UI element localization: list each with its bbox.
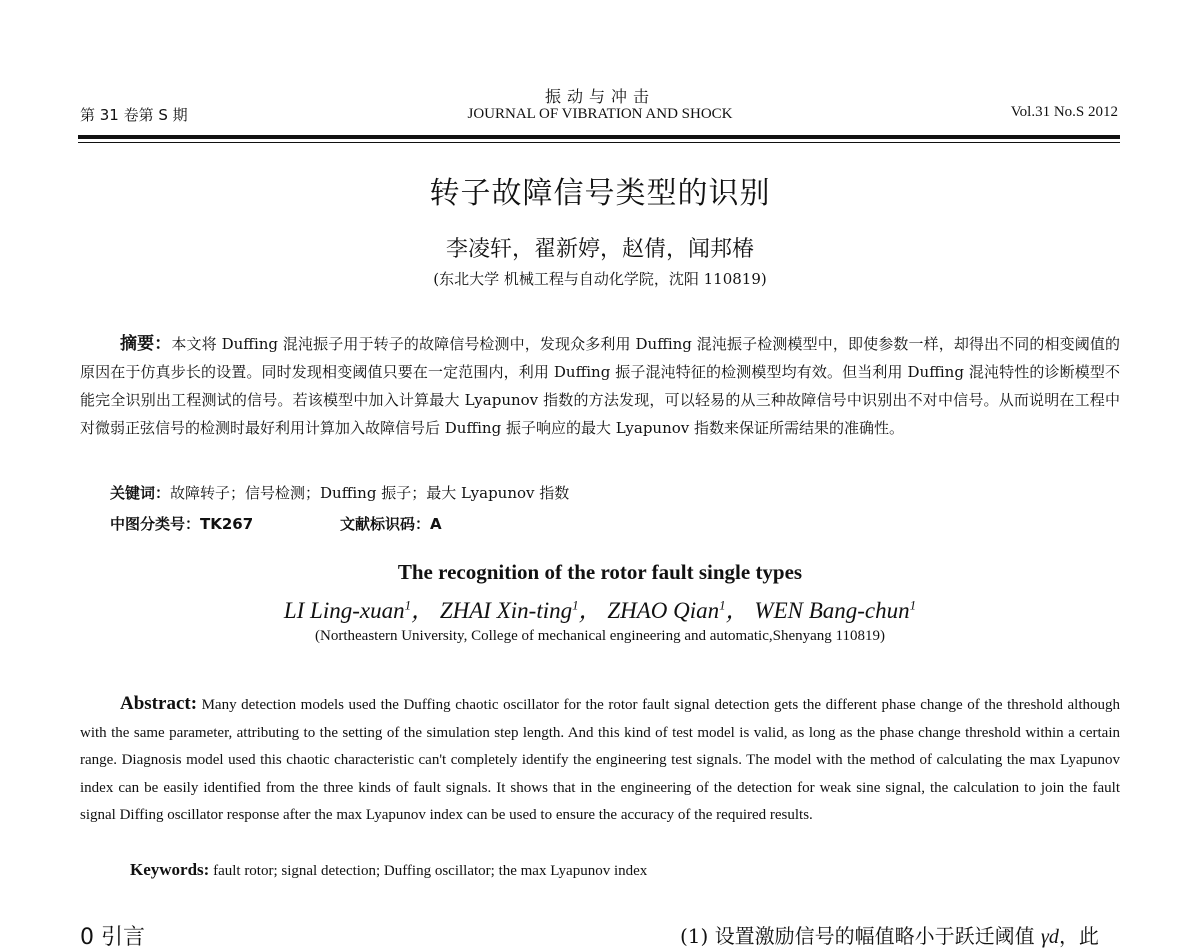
header-rule-thick xyxy=(78,135,1120,139)
author-separator: ， xyxy=(725,598,749,623)
abstract-english-text: Many detection models used the Duffing chaotic oscillator for the rotor fault signal detection gets the different phase change of the threshold although with the same parameter, attributing to the setting of the simulation step length. And this kind of test model is valid, as long as the phase change threshold within a certain range. Diagnosis model used this chaotic characteristic can't completely identify the engineering test signals. The model with the method of calculating the max Lyapunov index can be easily identified from the three kinds of fault signals. It shows that in the engineering of the detection for weak sine signal, the calculation to join the fault signal Diffing oscillator response after the max Lyapunov index can be used to ensure the accuracy of the required results. xyxy=(80,697,1121,823)
keywords-chinese xyxy=(110,482,569,503)
author-affiliation-mark: 1 xyxy=(404,597,412,613)
author-name: ZHAO Qian xyxy=(607,598,720,623)
running-header-issue: Vol.31 No.S 2012 xyxy=(1010,104,1118,120)
author-name: ZHAI Xin-ting xyxy=(439,598,573,623)
column-two-text-suffix: ，此 xyxy=(1058,924,1099,948)
abstract-chinese-text: 本文将 Duffing 混沌振子用于转子的故障信号检测中，发现众多利用 Duffing 混沌振子检测模型中，即使参数一样，却得出不同的相变阈值的原因在于仿真步长的设置。同时发现相变阈值只要在一定范围内，利用 Duffing 振子混沌特征的检测模型均有效。但当利用 Duffing 混沌特性的诊断模型不能完全识别出工程测试的信号。若该模型中加入计算最大 Lyapunov 指数的方法发现，可以轻易的从三种故障信号中识别出不对中信号。从而说明在工程中对微弱正弦信号的检测时最好利用计算加入故障信号后 Duffing 振子响应的最大 Lyapunov 指数来保证所需结果的准确性。 xyxy=(80,335,1120,437)
abstract-english xyxy=(80,690,1120,830)
abstract-chinese-label: 摘要： xyxy=(120,334,172,354)
paper-title-english: The recognition of the rotor fault single types xyxy=(397,560,803,584)
column-two-text-prefix: (1) 设置激励信号的幅值略小于跃迁阈值 xyxy=(680,924,1042,948)
affiliation-english: (Northeastern University, College of mechanical engineering and automatic,Shenyang 110819) xyxy=(315,628,885,644)
author-name: WEN Bang-chun xyxy=(754,598,910,623)
affiliation-chinese: (东北大学 机械工程与自动化学院，沈阳 110819) xyxy=(433,270,767,288)
classification-label: 中图分类号： xyxy=(110,515,201,533)
column-two-first-line xyxy=(680,920,1099,949)
keywords-english xyxy=(130,860,647,880)
keywords-chinese-label: 关键词： xyxy=(110,484,171,502)
running-header-volume: 第 31 卷第 S 期 xyxy=(80,106,188,124)
document-code-value: A xyxy=(430,515,442,533)
threshold-symbol: γd xyxy=(1041,926,1059,948)
section-heading-introduction: 0 引言 xyxy=(80,925,145,950)
keywords-chinese-text: 故障转子；信号检测；Duffing 振子；最大 Lyapunov 指数 xyxy=(170,484,570,502)
author-name: LI Ling-xuan xyxy=(283,598,405,623)
author-separator: ， xyxy=(578,598,602,623)
author-affiliation-mark: 1 xyxy=(572,597,579,613)
journal-name-chinese: 振动与冲击 xyxy=(544,87,655,106)
paper-title-chinese: 转子故障信号类型的识别 xyxy=(429,176,771,211)
classification-number xyxy=(110,513,253,534)
journal-name-english: JOURNAL OF VIBRATION AND SHOCK xyxy=(467,106,733,122)
author-affiliation-mark: 1 xyxy=(719,597,726,613)
document-code xyxy=(340,513,442,534)
abstract-chinese xyxy=(80,330,1120,442)
authors-chinese: 李凌轩，翟新婷，赵倩，闻邦椿 xyxy=(445,237,754,262)
header-rule-thin xyxy=(78,142,1120,143)
document-code-label: 文献标识码： xyxy=(340,515,431,533)
classification-value: TK267 xyxy=(200,515,254,533)
keywords-english-label: Keywords: xyxy=(130,860,210,879)
abstract-english-label: Abstract: xyxy=(120,693,198,714)
author-separator: ， xyxy=(411,598,435,623)
authors-english xyxy=(0,592,1200,625)
author-affiliation-mark: 1 xyxy=(909,597,917,613)
keywords-english-text: fault rotor; signal detection; Duffing oscillator; the max Lyapunov index xyxy=(213,863,648,879)
